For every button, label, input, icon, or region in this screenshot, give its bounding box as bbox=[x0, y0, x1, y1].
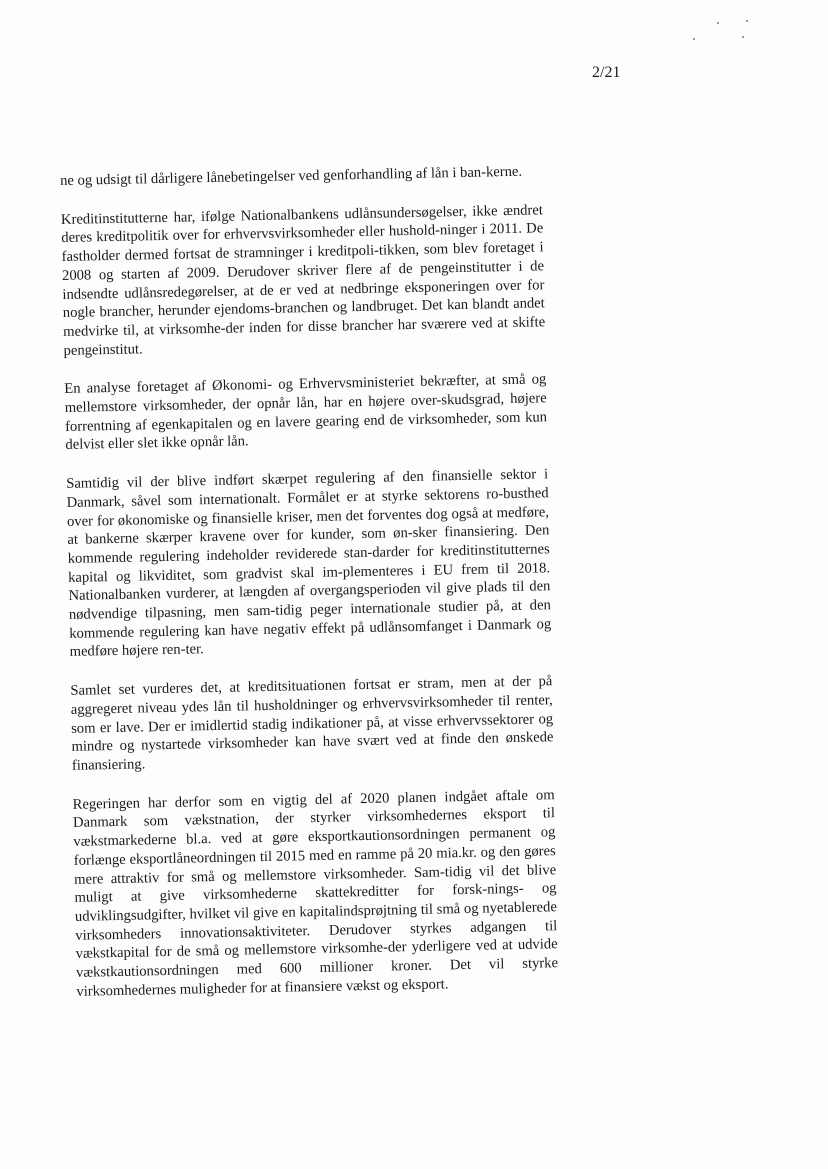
paragraph-continuation: ne og udsigt til dårligere lånebetingelser ved genforhandling af lån i ban-kerne. bbox=[60, 163, 523, 189]
scan-speck bbox=[693, 38, 695, 40]
paragraph-credit-policy: Kreditinstitutterne har, ifølge Nationalbankens udlånsundersøgelser, ikke ændret deres kreditpolitik over for erhvervsvirksomheder eller hushold-ninger i 2011. De fastholder dermed fortsat de stramninger i kreditpoli-tikken, som blev foretaget i 2008 og starten af 2009. Derudover skriver flere af de pengeinstitutter i de indsendte udlånsredegørelser, at de er ved at nedbringe eksponeringen over for nogle brancher, herunder ejendoms-branchen og landbruget. Det kan blandt andet medvirke til, at virksomhe-der inden for disse brancher har sværere ved at skifte pengeinstitut. bbox=[60, 202, 546, 359]
paragraph-ministry-analysis: En analyse foretaget af Økonomi- og Erhvervsministeriet bekræfter, at små og mellemstore virksomheder, der opnår lån, har en højere over-skudsgrad, højere forrentning af egenkapitalen og en lavere gearing end de virksomheder, som kun delvist eller slet ikke opnår lån. bbox=[64, 371, 548, 454]
paragraph-regulation: Samtidig vil der blive indført skærpet regulering af den finansielle sektor i Danmark, såvel som internationalt. Formålet er at styrke sektorens ro-busthed over for økonomiske og finansielle kriser, men det forventes dog også at medføre, at bankerne skærper kravene over for kunder, som øn-sker finansiering. Den kommende regulering indeholder reviderede stan-darder for kreditinstitutternes kapital og likviditet, som gradvist skal im-plementeres i EU frem til 2018. Nationalbanken vurderer, at længden af overgangsperioden vil give plads til den nødvendige tilpasning, men sam-tidig peger internationale studier på, at den kommende regulering kan have negativ effekt på udlånsomfanget i Danmark og medføre højere ren-ter. bbox=[66, 466, 552, 661]
page-number: 2/21 bbox=[592, 64, 621, 81]
scan-speck bbox=[746, 20, 748, 22]
scan-speck bbox=[717, 22, 719, 24]
document-body bbox=[60, 162, 559, 1021]
scan-speck bbox=[742, 36, 744, 38]
paragraph-credit-situation: Samlet set vurderes det, at kreditsituationen fortsat er stram, men at der på aggregeret niveau ydes lån til husholdninger og erhvervsvirksomheder til renter, som er lave. Der er imidlertid stadig indikationer på, at visse erhvervssektorer og mindre og nystartede virksomheder kan have svært ved at finde den ønskede finansiering. bbox=[70, 673, 554, 774]
paragraph-government-plan: Regeringen har derfor som en vigtig del af 2020 planen indgået aftale om Danmark som vækstnation, der styrker virksomhedernes eksport til vækstmarkederne bl.a. ved at gøre eksportkautionsordningen permanent og forlænge eksportlåneordningen til 2015 med en ramme på 20 mia.kr. og den gøres mere attraktiv for små og mellemstore virksomheder. Sam-tidig vil det blive muligt at give virksomhederne skattekreditter for forsk-nings- og udviklingsudgifter, hvilket vil give en kapitalindsprøjtning til små og nyetablerede virksomheders innovationsaktiviteter. Derudover styrkes adgangen til vækstkapital for de små og mellemstore virksomhe-der yderligere ved at udvide vækstkautionsordningen med 600 millioner kroner. Det vil styrke virksomhedernes muligheder for at finansiere vækst og eksport. bbox=[72, 786, 559, 1000]
